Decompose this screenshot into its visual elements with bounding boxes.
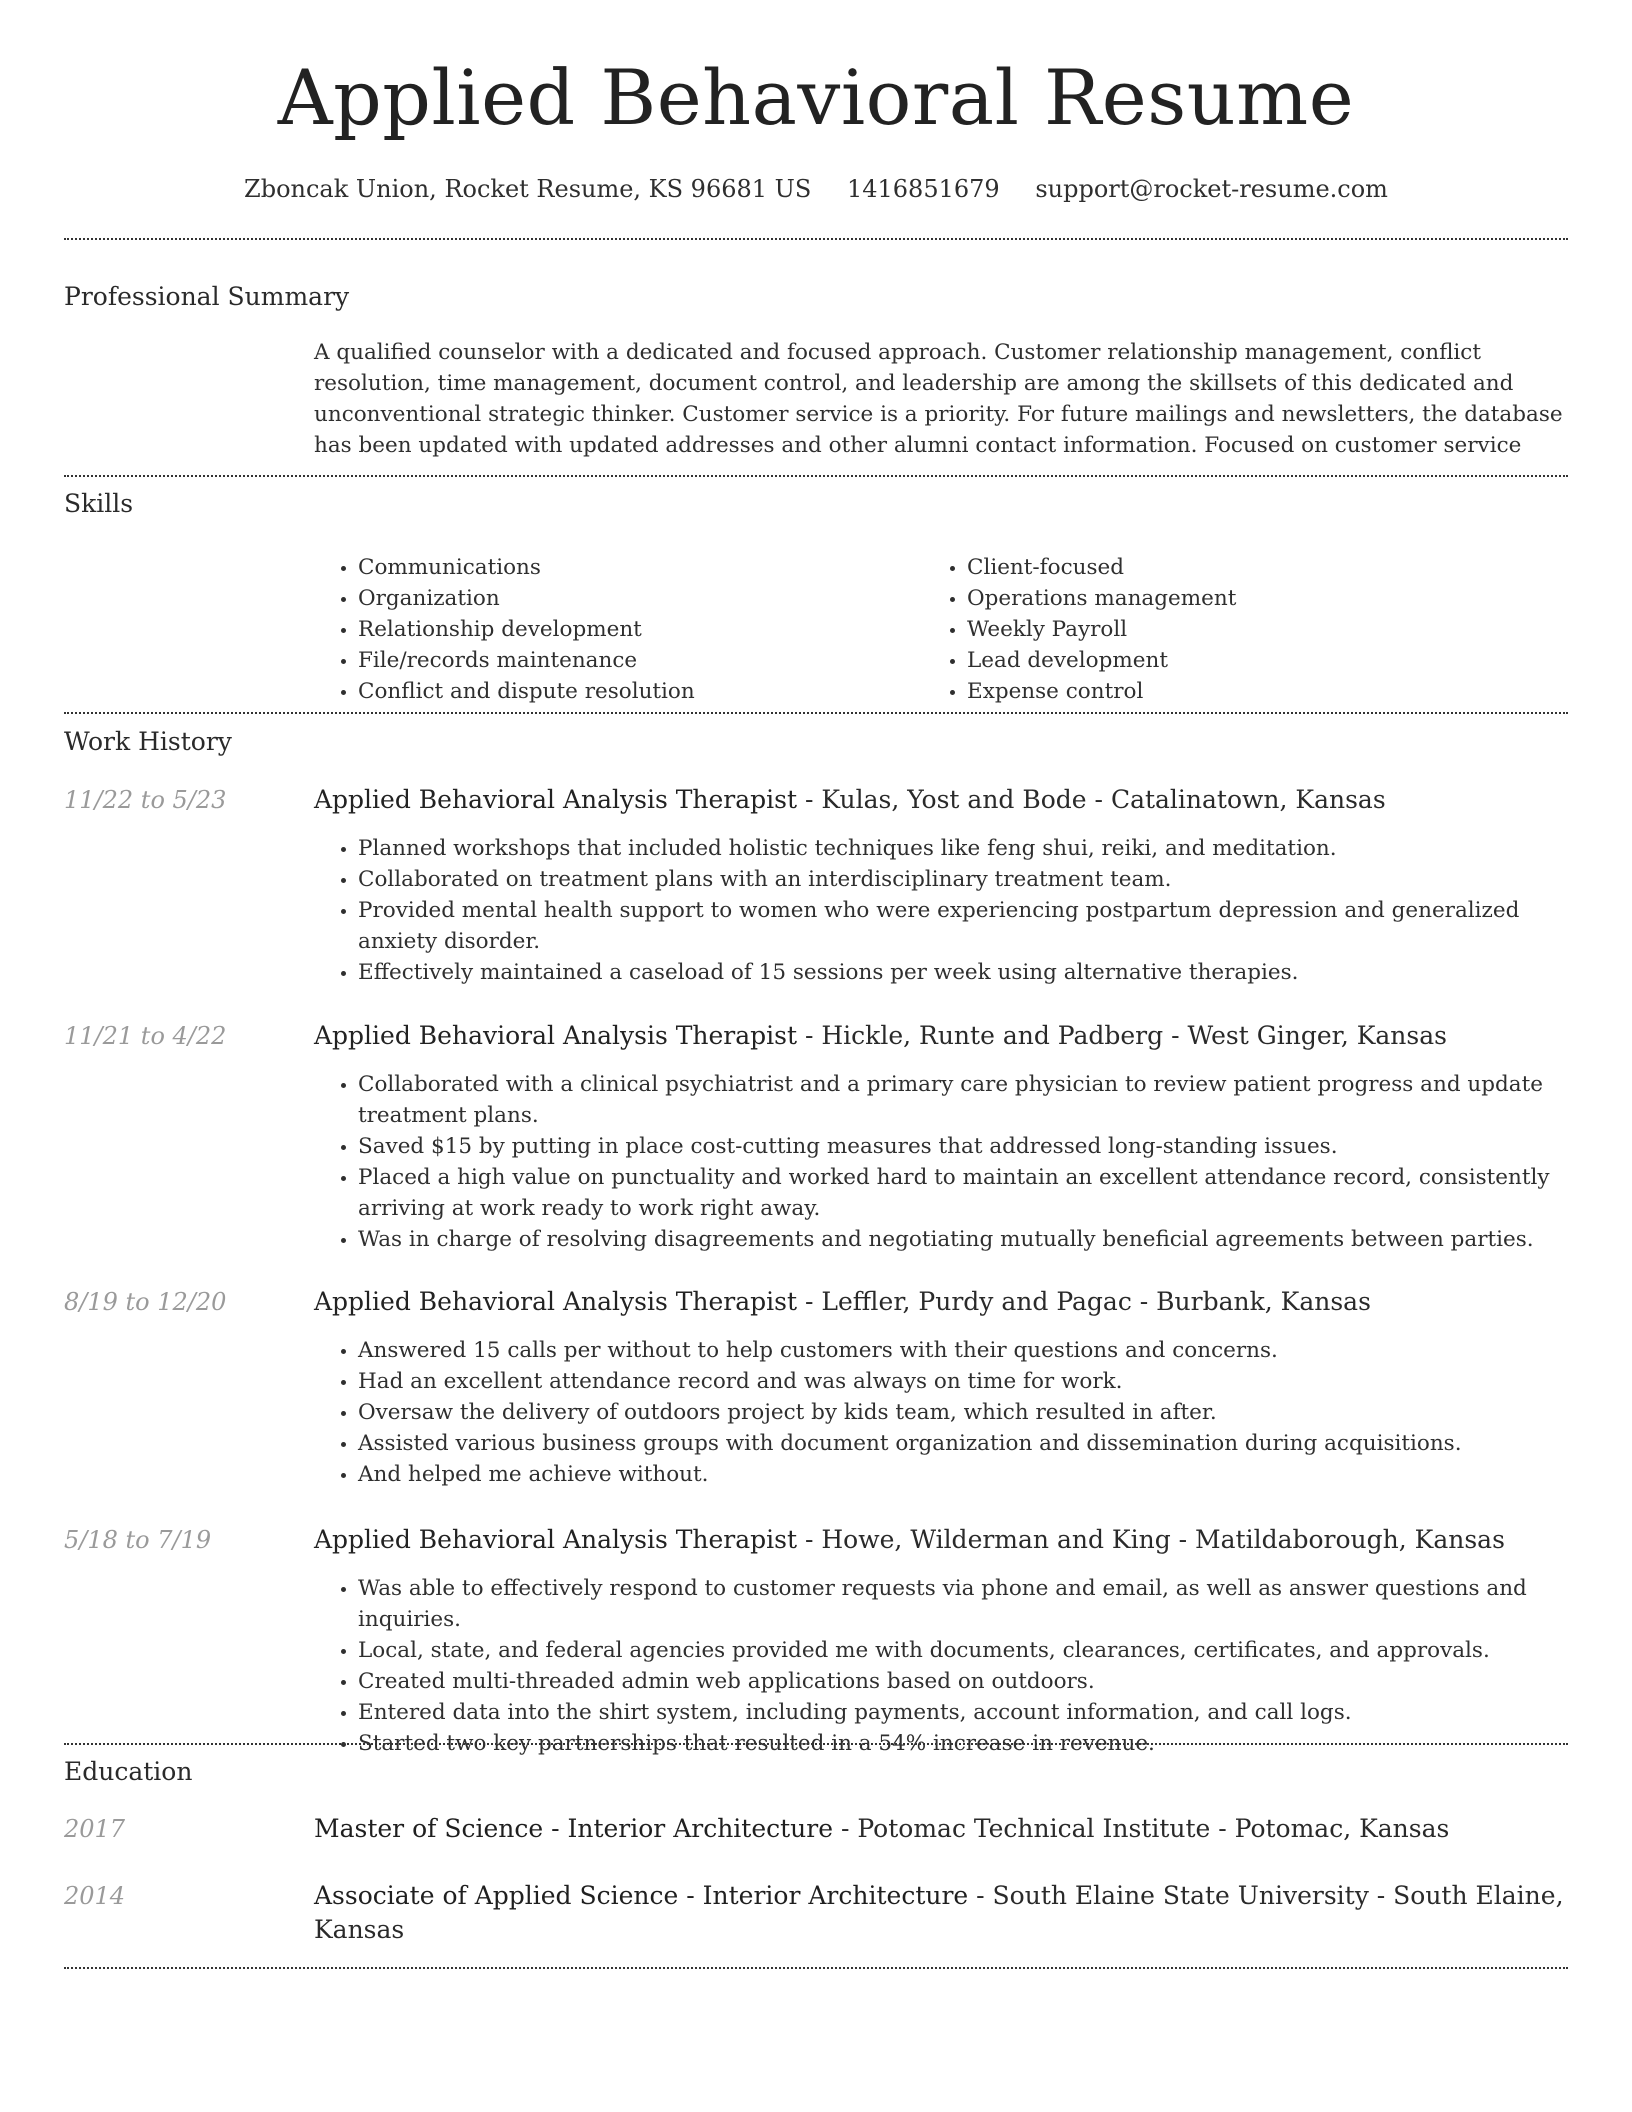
education-school: - South Elaine State University - South Elaine, Kansas — [314, 1881, 1564, 1944]
job-bullets — [314, 833, 1568, 988]
job-bullet: • Was able to effectively respond to customer requests via phone and email, as well as answer questions and inquiries. — [358, 1573, 1568, 1635]
job-employer: - Leffler, Purdy and Pagac - Burbank, Kansas — [797, 1287, 1371, 1316]
job-dates: 5/18 to 7/19 — [64, 1526, 212, 1554]
job-bullet: • And helped me achieve without. — [358, 1459, 1568, 1490]
job-bullet: • Saved $15 by putting in place cost-cutting measures that addressed long-standing issues. — [358, 1131, 1568, 1162]
education-year: 2017 — [64, 1815, 126, 1843]
job-bullet: • Entered data into the shirt system, including payments, account information, and call logs. — [358, 1697, 1568, 1728]
skill-item: • Client-focused — [967, 552, 1483, 583]
skill-item: • Lead development — [967, 645, 1483, 676]
contact-email[interactable]: support@rocket-resume.com — [1035, 175, 1388, 203]
job-bullet: • Local, state, and federal agencies provided me with documents, clearances, certificates, and approvals. — [358, 1635, 1568, 1666]
section-heading-education: Education — [64, 1757, 193, 1786]
skill-item: • Organization — [358, 583, 874, 614]
section-heading-skills: Skills — [64, 489, 134, 518]
job-role: Applied Behavioral Analysis Therapist — [314, 1287, 798, 1316]
section-heading-work-history: Work History — [64, 727, 232, 756]
skills-list-right — [923, 552, 1483, 707]
skill-item: • Conflict and dispute resolution — [358, 676, 874, 707]
job-dates: 11/21 to 4/22 — [64, 1022, 227, 1050]
job-title-line — [314, 1019, 1568, 1053]
job-role: Applied Behavioral Analysis Therapist — [314, 1525, 798, 1554]
skill-item: • Communications — [358, 552, 874, 583]
job-role: Applied Behavioral Analysis Therapist — [314, 785, 798, 814]
job-bullet: • Collaborated on treatment plans with an interdisciplinary treatment team. — [358, 864, 1568, 895]
job-bullet: • Provided mental health support to women who were experiencing postpartum depression and generalized anxiety disorder. — [358, 895, 1568, 957]
job-bullet: • Assisted various business groups with document organization and dissemination during acquisitions. — [358, 1428, 1568, 1459]
job-role: Applied Behavioral Analysis Therapist — [314, 1021, 798, 1050]
resume-name: Applied Behavioral Resume — [277, 53, 1355, 142]
section-heading-summary: Professional Summary — [64, 282, 350, 311]
skill-item: • Expense control — [967, 676, 1483, 707]
summary-text: A qualified counselor with a dedicated and focused approach. Customer relationship management, conflict resolution, time management, document control, and leadership are among the skillsets of this dedicated and unconventional strategic thinker. Customer service is a priority. For future mailings and newsletters, the database has been updated with updated addresses and other alumni contact information. Focused on customer service — [314, 340, 1563, 458]
job-bullet: • Planned workshops that included holistic techniques like feng shui, reiki, and meditation. — [358, 833, 1568, 864]
job-employer: - Hickle, Runte and Padberg - West Ginger, Kansas — [797, 1021, 1447, 1050]
contact-address: Zboncak Union, Rocket Resume, KS 96681 US — [244, 175, 812, 203]
job-bullet: • Had an excellent attendance record and was always on time for work. — [358, 1366, 1568, 1397]
job-bullet: • Was in charge of resolving disagreements and negotiating mutually beneficial agreements between parties. — [358, 1224, 1568, 1255]
education-degree: Associate of Applied Science - Interior Architecture — [314, 1881, 969, 1910]
education-school: - Potomac Technical Institute - Potomac, Kansas — [833, 1814, 1450, 1843]
job-dates: 8/19 to 12/20 — [64, 1288, 227, 1316]
skill-item: • Relationship development — [358, 614, 874, 645]
job-bullet: • Effectively maintained a caseload of 15 sessions per week using alternative therapies. — [358, 957, 1568, 988]
skill-item: • Operations management — [967, 583, 1483, 614]
divider — [64, 712, 1568, 714]
job-bullet: • Answered 15 calls per without to help customers with their questions and concerns. — [358, 1335, 1568, 1366]
skills-list-left — [314, 552, 874, 707]
skill-item: • Weekly Payroll — [967, 614, 1483, 645]
job-bullet: • Collaborated with a clinical psychiatrist and a primary care physician to review patient progress and update treatment plans. — [358, 1069, 1568, 1131]
job-bullet: • Oversaw the delivery of outdoors project by kids team, which resulted in after. — [358, 1397, 1568, 1428]
contact-line — [0, 172, 1632, 206]
job-title-line — [314, 783, 1568, 817]
education-entry — [314, 1812, 1568, 1846]
job-title-line — [314, 1285, 1568, 1319]
job-employer: - Howe, Wilderman and King - Matildaborough, Kansas — [797, 1525, 1505, 1554]
job-bullet: • Placed a high value on punctuality and worked hard to maintain an excellent attendance record, consistently arriving at work ready to work right away. — [358, 1162, 1568, 1224]
divider — [64, 1967, 1568, 1969]
divider — [64, 475, 1568, 477]
job-bullet: • Created multi-threaded admin web applications based on outdoors. — [358, 1666, 1568, 1697]
job-bullets — [314, 1573, 1568, 1759]
job-bullets — [314, 1335, 1568, 1490]
job-employer: - Kulas, Yost and Bode - Catalinatown, Kansas — [797, 785, 1386, 814]
job-title-line — [314, 1523, 1568, 1557]
skill-item: • File/records maintenance — [358, 645, 874, 676]
education-year: 2014 — [64, 1882, 126, 1910]
education-entry — [314, 1879, 1568, 1947]
divider — [64, 238, 1568, 240]
divider — [64, 1743, 1568, 1745]
education-degree: Master of Science - Interior Architecture — [314, 1814, 834, 1843]
job-dates: 11/22 to 5/23 — [64, 786, 227, 814]
job-bullets — [314, 1069, 1568, 1255]
job-bullet: • Started two key partnerships that resulted in a 54% increase in revenue. — [358, 1728, 1568, 1759]
contact-phone: 1416851679 — [846, 175, 1000, 203]
